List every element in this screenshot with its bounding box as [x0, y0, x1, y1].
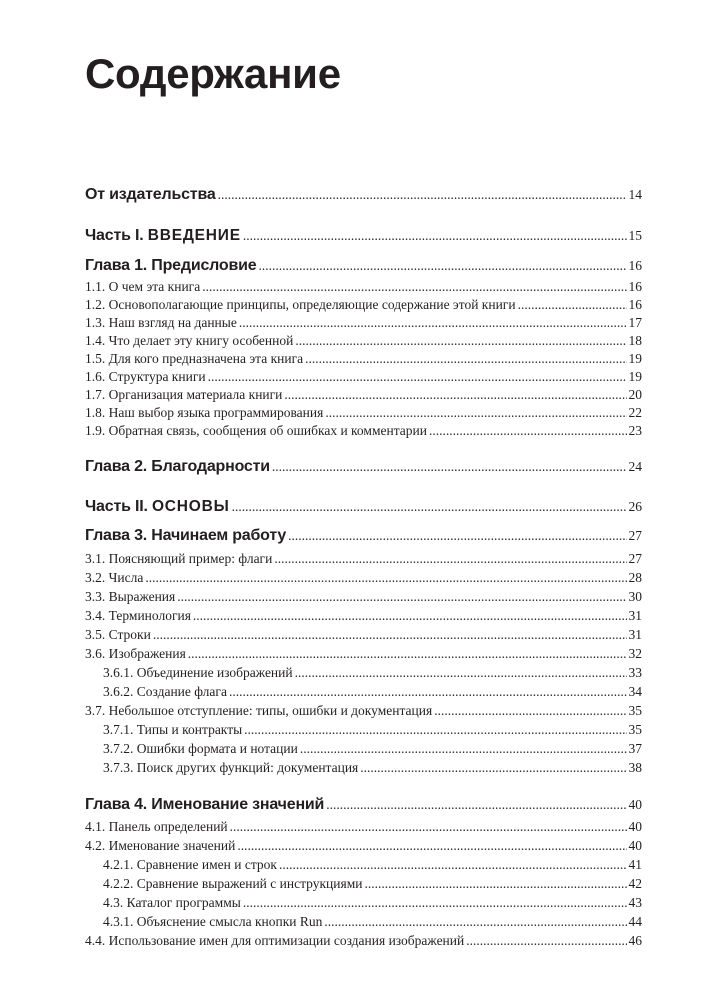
toc-entry-label: 3.7. Небольшое отступление: типы, ошибки и документация [85, 703, 433, 718]
toc-entry [85, 404, 642, 422]
dot-leader [429, 422, 627, 440]
toc-entry [85, 818, 642, 836]
dot-leader [466, 932, 626, 950]
toc-entry-label: 4.2.1. Сравнение имен и строк [103, 857, 277, 872]
toc-subentry [85, 664, 642, 682]
dot-leader [360, 759, 626, 777]
toc-entry-page: 40 [628, 819, 642, 834]
dot-leader [274, 550, 626, 568]
toc-entry-label: 3.2. Числа [85, 570, 144, 585]
toc-entry [85, 837, 642, 855]
toc-entry [85, 626, 642, 644]
toc-entry-page: 28 [628, 570, 642, 585]
toc-entry-page: 31 [628, 627, 642, 642]
toc-entry-label: Глава 4. Именование значений [85, 796, 325, 813]
toc-entry [85, 314, 642, 332]
toc-subentry [85, 759, 642, 777]
toc-entry-page: 16 [628, 279, 642, 294]
toc-entry-label: 4.2. Именование значений [85, 838, 236, 853]
toc-entry-page: 14 [628, 187, 642, 202]
dot-leader [188, 645, 627, 663]
dot-leader [193, 607, 627, 625]
toc-entry-page: 22 [628, 405, 642, 420]
dot-leader [364, 875, 626, 893]
toc-entry-page: 43 [628, 895, 642, 910]
toc-entry-label: От издательства [85, 186, 216, 203]
toc-entry-page: 27 [628, 528, 642, 543]
toc-entry-page: 19 [628, 369, 642, 384]
dot-leader [153, 626, 627, 644]
toc-entry-page: 27 [628, 551, 642, 566]
toc-entry-page: 15 [628, 228, 642, 243]
toc-entry-page: 17 [628, 315, 642, 330]
dot-leader [325, 404, 626, 422]
toc-entry-label: 1.9. Обратная связь, сообщения об ошибках и комментарии [85, 423, 427, 438]
toc-entry-chapter-4 [85, 793, 642, 817]
toc-entry-label: 1.4. Что делает эту книгу особенной [85, 333, 294, 348]
toc-entry-label: Глава 1. Предисловие [85, 257, 257, 274]
toc-entry-label [85, 495, 230, 519]
dot-leader [230, 818, 627, 836]
dot-leader [232, 495, 627, 519]
toc-entry-page: 33 [628, 665, 642, 680]
toc-entry [85, 296, 642, 314]
part-title: ВВЕДЕНИЕ [147, 227, 241, 244]
toc-entry [85, 386, 642, 404]
toc-entry-page: 34 [628, 684, 642, 699]
toc-entry-label: 4.3.1. Объяснение смысла кнопки Run [103, 914, 323, 929]
toc-subentry [85, 913, 642, 931]
toc-entry-label: 3.6.2. Создание флага [103, 684, 227, 699]
toc-entry-label: 3.5. Строки [85, 627, 151, 642]
toc-entry-page: 37 [628, 741, 642, 756]
toc-entry-label: 4.1. Панель определений [85, 819, 228, 834]
toc-entry-label: 3.6.1. Объединение изображений [103, 665, 293, 680]
toc-entry-page: 32 [628, 646, 642, 661]
toc-entry-page: 23 [628, 423, 642, 438]
dot-leader [295, 664, 627, 682]
toc-entry-label: 4.4. Использование имен для оптимизации создания изображений [85, 933, 465, 948]
dot-leader [300, 740, 627, 758]
toc-entry-chapter-1 [85, 254, 642, 278]
toc-entry-page: 30 [628, 589, 642, 604]
toc-entry-page: 41 [628, 857, 642, 872]
dot-leader [237, 837, 626, 855]
toc-entry-label: 1.6. Структура книги [85, 369, 206, 384]
toc-entry [85, 350, 642, 368]
toc-entry-label: 1.7. Организация материала книги [85, 387, 283, 402]
toc-entry-page: 20 [628, 387, 642, 402]
toc-entry-label: 1.5. Для кого предназначена эта книга [85, 351, 304, 366]
toc-entry-page: 31 [628, 608, 642, 623]
toc-entry-page: 38 [628, 760, 642, 775]
dot-leader [239, 314, 627, 332]
dot-leader [258, 254, 626, 278]
dot-leader [284, 386, 626, 404]
toc-entry-label: Глава 3. Начинаем работу [85, 527, 287, 544]
toc-entry [85, 932, 642, 950]
toc-entry-part-1 [85, 224, 642, 248]
toc-entry-label: 3.6. Изображения [85, 646, 186, 661]
dot-leader [272, 455, 627, 479]
dot-leader [518, 296, 627, 314]
toc-entry-label: 3.1. Поясняющий пример: флаги [85, 551, 273, 566]
dot-leader [326, 793, 626, 817]
toc-entry [85, 278, 642, 296]
toc-entry-label: 4.2.2. Сравнение выражений с инструкциями [103, 876, 363, 891]
dot-leader [243, 894, 627, 912]
toc-entry-page: 24 [628, 459, 642, 474]
toc-entry [85, 368, 642, 386]
toc-entry-label: 1.1. О чем эта книга [85, 279, 201, 294]
toc-entry [85, 550, 642, 568]
toc-entry-page: 16 [628, 258, 642, 273]
toc-entry-page: 44 [628, 914, 642, 929]
toc-entry-page: 16 [628, 297, 642, 312]
dot-leader [244, 721, 626, 739]
toc-subentry [85, 894, 642, 912]
toc-entry [85, 422, 642, 440]
dot-leader [305, 350, 626, 368]
toc-entry-page: 40 [628, 797, 642, 812]
toc-entry-label: 3.7.2. Ошибки формата и нотации [103, 741, 298, 756]
toc-entry-page: 19 [628, 351, 642, 366]
toc-entry-page: 26 [628, 499, 642, 514]
toc-subentry [85, 740, 642, 758]
toc-entry-from-publisher [85, 183, 642, 207]
dot-leader [434, 702, 626, 720]
dot-leader [177, 588, 626, 606]
toc-entry-page: 42 [628, 876, 642, 891]
toc-entry [85, 569, 642, 587]
toc-entry [85, 702, 642, 720]
toc-entry-page: 40 [628, 838, 642, 853]
toc-entry [85, 588, 642, 606]
toc-entry-chapter-3 [85, 524, 642, 548]
part-prefix: Часть II. [85, 498, 152, 515]
toc-entry-label: 4.3. Каталог программы [103, 895, 241, 910]
part-title: ОСНОВЫ [151, 498, 230, 515]
toc-entry-label [85, 224, 241, 248]
toc-entry-page: 35 [628, 703, 642, 718]
toc-entry-page: 46 [628, 933, 642, 948]
toc-entry [85, 332, 642, 350]
dot-leader [218, 183, 627, 207]
toc-entry-part-2 [85, 495, 642, 519]
page-title: Содержание [85, 50, 341, 97]
dot-leader [324, 913, 626, 931]
dot-leader [208, 368, 627, 386]
toc-entry-page: 35 [628, 722, 642, 737]
toc-entry [85, 645, 642, 663]
toc-subentry [85, 875, 642, 893]
toc-entry-label: Глава 2. Благодарности [85, 458, 270, 475]
toc-entry-label: 1.2. Основополагающие принципы, определяющие содержание этой книги [85, 297, 516, 312]
toc-subentry [85, 683, 642, 701]
toc-entry-label: 3.7.1. Типы и контракты [103, 722, 243, 737]
toc-entry [85, 607, 642, 625]
toc-entry-label: 1.8. Наш выбор языка программирования [85, 405, 324, 420]
toc-entry-chapter-2 [85, 455, 642, 479]
toc-subentry [85, 856, 642, 874]
toc-entry-page: 18 [628, 333, 642, 348]
toc-entry-label: 3.3. Выражения [85, 589, 176, 604]
dot-leader [229, 683, 627, 701]
toc-entry-label: 3.7.3. Поиск других функций: документация [103, 760, 359, 775]
dot-leader [145, 569, 626, 587]
dot-leader [295, 332, 626, 350]
toc-entry-label: 1.3. Наш взгляд на данные [85, 315, 237, 330]
toc-entry-label: 3.4. Терминология [85, 608, 191, 623]
dot-leader [243, 224, 627, 248]
dot-leader [202, 278, 626, 296]
dot-leader [279, 856, 627, 874]
toc-subentry [85, 721, 642, 739]
dot-leader [288, 524, 626, 548]
part-prefix: Часть I. [85, 227, 148, 244]
